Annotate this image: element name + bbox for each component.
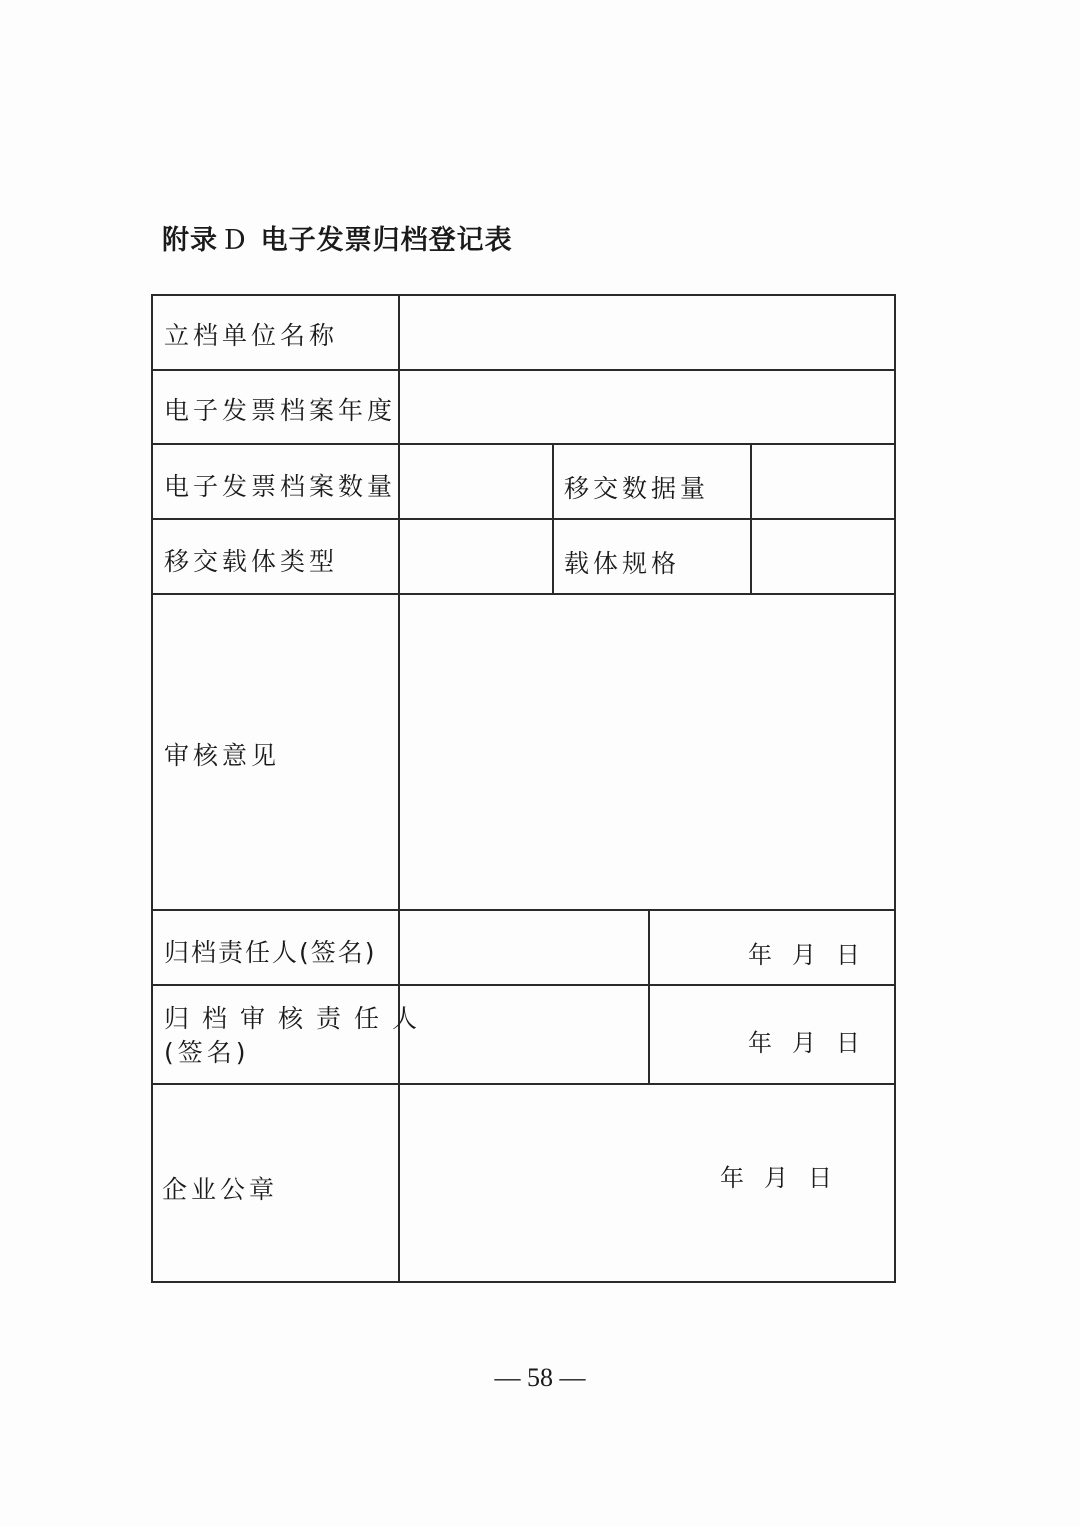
reviewer-date: 年月日: [748, 1029, 880, 1057]
reviewer-signature-field[interactable]: [400, 986, 648, 1083]
title-text: 电子发票归档登记表: [260, 225, 513, 256]
carrier-type-label: 移交载体类型: [164, 547, 339, 576]
reviewer-label-line2: (签名): [164, 1038, 250, 1067]
reviewer-label-line1: 归档审核责任人: [164, 1004, 431, 1033]
transfer-data-field[interactable]: [752, 445, 894, 518]
reviewer-label: [164, 1002, 430, 1070]
seal-label: 企业公章: [162, 1175, 279, 1204]
unit-name-label: 立档单位名称: [164, 321, 339, 350]
archivist-signature-field[interactable]: [400, 911, 648, 984]
unit-name-field[interactable]: [400, 296, 894, 369]
archive-count-label: 电子发票档案数量: [164, 472, 397, 501]
review-opinion-label: 审核意见: [164, 741, 281, 770]
page-number: — 58 —: [494, 1363, 586, 1392]
archivist-label: 归档责任人(签名): [164, 938, 377, 967]
carrier-spec-label: 载体规格: [564, 549, 681, 578]
seal-date: 年月日: [720, 1164, 852, 1192]
archive-year-field[interactable]: [400, 371, 894, 443]
transfer-data-label: 移交数据量: [564, 474, 710, 503]
carrier-type-field[interactable]: [400, 520, 552, 593]
title-letter: D: [224, 225, 247, 256]
archive-count-field[interactable]: [400, 445, 552, 518]
archive-year-label: 电子发票档案年度: [164, 396, 397, 425]
review-opinion-field[interactable]: [400, 595, 894, 909]
archivist-date: 年月日: [748, 941, 880, 969]
title-prefix: 附录: [162, 225, 218, 256]
page-title: [162, 218, 513, 257]
carrier-spec-field[interactable]: [752, 520, 894, 593]
